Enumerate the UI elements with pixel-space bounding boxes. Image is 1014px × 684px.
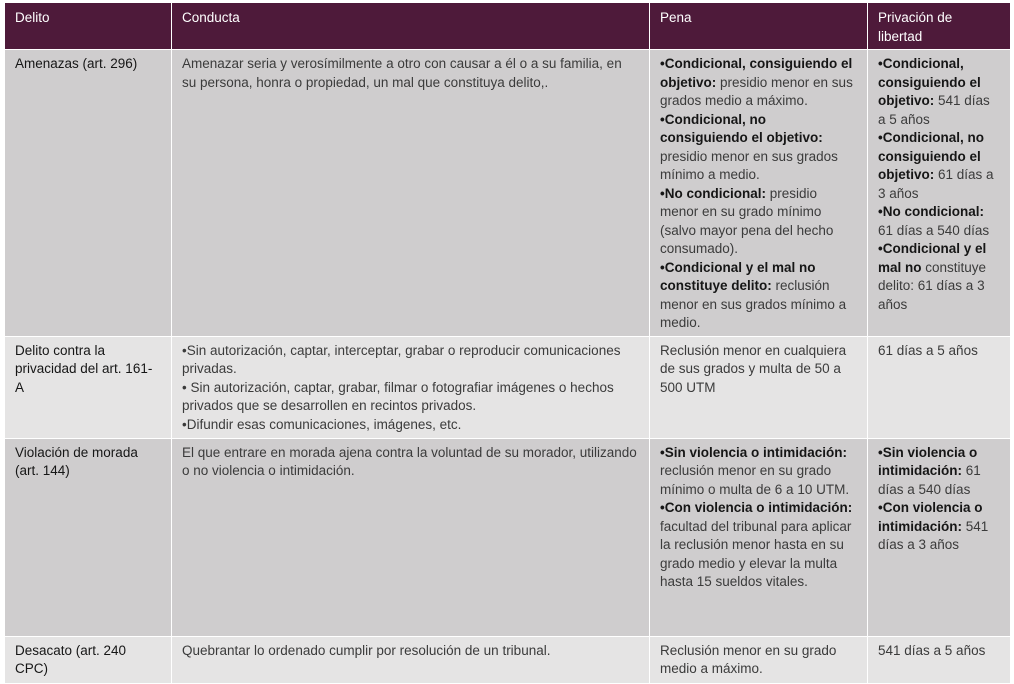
header-conducta: Conducta [172, 3, 650, 50]
privacion-item: •Condicional, consiguiendo el objetivo: 541 días a 5 años [878, 56, 990, 127]
cell-privacion [868, 438, 1011, 636]
conducta-item: • Sin autorización, captar, grabar, filmar o fotografiar imágenes o hechos privados que se desarrollen en recintos privados. [182, 379, 614, 413]
pena-item: •Con violencia o intimidación: facultad del tribunal para aplicar la reclusión menor hasta en su grado medio y elevar la multa hasta 15 sueldos vitales. [660, 500, 853, 589]
privacion-item: •Condicional, no consiguiendo el objetivo: 61 días a 3 años [878, 130, 994, 201]
privacion-item: •Sin violencia o intimidación: 61 días a 540 días [878, 444, 981, 497]
cell-delito: Violación de morada (art. 144) [5, 438, 172, 636]
cell-conducta: Quebrantar lo ordenado cumplir por resolución de un tribunal. [172, 636, 650, 683]
header-delito: Delito [5, 3, 172, 50]
table-row [5, 438, 1011, 636]
cell-pena: Reclusión menor en su grado medio a máximo. [650, 636, 868, 683]
conducta-item: •Difundir esas comunicaciones, imágenes, etc. [182, 416, 462, 432]
cell-delito: Delito contra la privacidad del art. 161-A [5, 336, 172, 438]
header-pena: Pena [650, 3, 868, 50]
pena-item: •Condicional, no consiguiendo el objetivo: presidio menor en sus grados mínimo a medio. [660, 111, 838, 182]
pena-item: •Sin violencia o intimidación: reclusión menor en su grado mínimo o multa de 6 a 10 UTM. [660, 444, 850, 497]
cell-pena [650, 438, 868, 636]
conducta-item: •Sin autorización, captar, interceptar, grabar o reproducir comunicaciones privadas. [182, 342, 621, 376]
table-row [5, 50, 1011, 337]
header-row [5, 3, 1011, 50]
cell-privacion: 541 días a 5 años [868, 636, 1011, 683]
penalties-table [4, 2, 1011, 684]
privacion-item: •Condicional y el mal no constituye delito: 61 días a 3 años [878, 241, 987, 312]
cell-pena [650, 50, 868, 337]
cell-pena: Reclusión menor en cualquiera de sus grados y multa de 50 a 500 UTM [650, 336, 868, 438]
cell-privacion: 61 días a 5 años [868, 336, 1011, 438]
table-row [5, 336, 1011, 438]
cell-delito: Desacato (art. 240 CPC) [5, 636, 172, 683]
cell-conducta: El que entrare en morada ajena contra la voluntad de su morador, utilizando o no violencia o intimidación. [172, 438, 650, 636]
cell-delito: Amenazas (art. 296) [5, 50, 172, 337]
privacion-item: •No condicional: 61 días a 540 días [878, 204, 990, 238]
pena-item: •Condicional, consiguiendo el objetivo: presidio menor en sus grados medio a máximo. [660, 56, 853, 108]
cell-privacion [868, 50, 1011, 337]
cell-conducta [172, 336, 650, 438]
pena-item: •Condicional y el mal no constituye delito: reclusión menor en sus grados mínimo a medio. [660, 259, 847, 330]
table-row [5, 636, 1011, 683]
header-privacion: Privación de libertad [868, 3, 1011, 50]
privacion-item: •Con violencia o intimidación: 541 días a 3 años [878, 500, 989, 552]
pena-item: •No condicional: presidio menor en su grado mínimo (salvo mayor pena del hecho consumado). [660, 185, 834, 256]
cell-conducta: Amenazar seria y verosímilmente a otro con causar a él o a su familia, en su persona, honra o propiedad, un mal que constituya delito,. [172, 50, 650, 337]
